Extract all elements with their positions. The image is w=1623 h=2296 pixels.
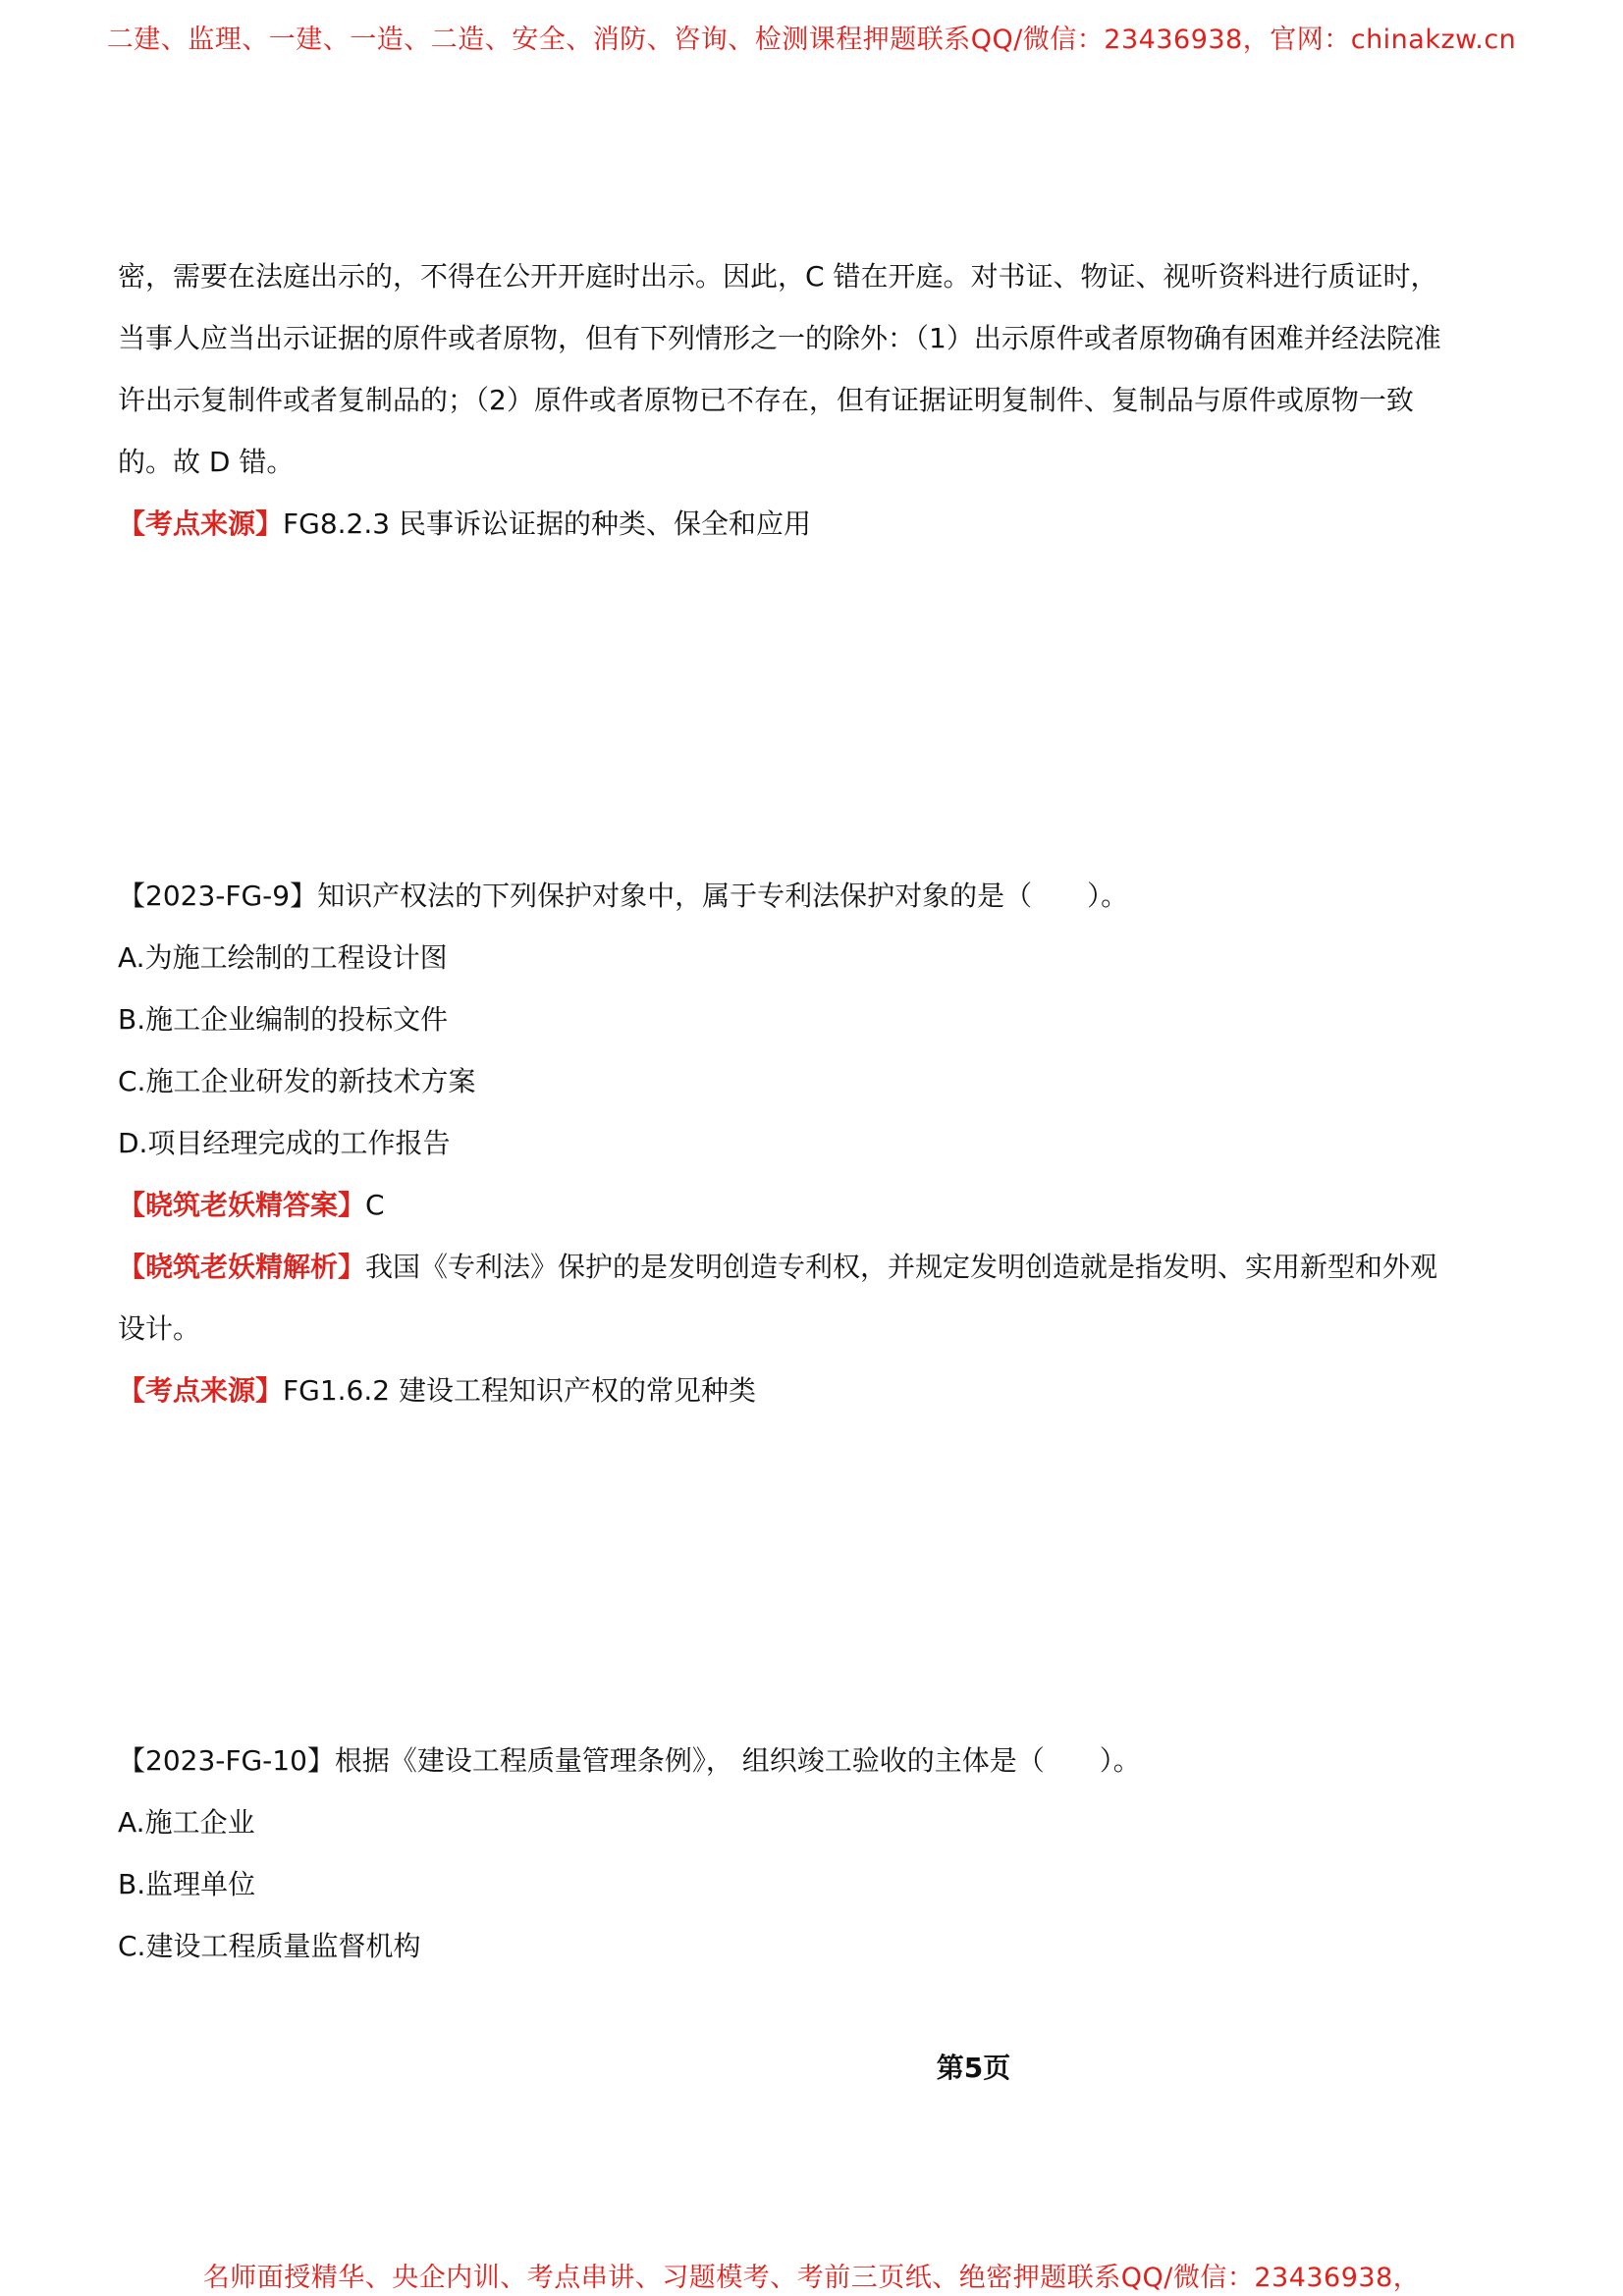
question-stem: 【2023-FG-9】知识产权法的下列保护对象中，属于专利法保护对象的是（ ）。 [118,880,1129,912]
analysis-text: 我国《专利法》保护的是发明创造专利权，并规定发明创造就是指发明、实用新型和外观 [365,1251,1438,1283]
continuation-line: 许出示复制件或者复制品的；（2）原件或者原物已不存在，但有证据证明复制件、复制品与原件或原物一致 [118,384,1414,416]
source-text: FG8.2.3 民事诉讼证据的种类、保全和应用 [283,507,811,540]
option-c: C.施工企业研发的新技术方案 [118,1065,476,1097]
option-a: A.施工企业 [118,1806,255,1839]
analysis-line [118,1248,1512,1287]
option-c: C.建设工程质量监督机构 [118,1930,421,1962]
continuation-line: 密，需要在法庭出示的，不得在公开开庭时出示。因此，C 错在开庭。对书证、物证、视听资料进行质证时， [118,260,1438,293]
continuation-line: 当事人应当出示证据的原件或者原物，但有下列情形之一的除外：（1）出示原件或者原物确有困难并经法院准 [118,322,1441,354]
page-number: 第5页 [936,2052,1011,2084]
answer-value: C [365,1189,385,1221]
analysis-tag: 【晓筑老妖精解析】 [118,1251,366,1283]
option-d: D.项目经理完成的工作报告 [118,1127,451,1159]
question-stem: 【2023-FG-10】根据《建设工程质量管理条例》， 组织竣工验收的主体是（ ）。 [118,1744,1141,1777]
option-b: B.监理单位 [118,1868,256,1900]
option-b: B.施工企业编制的投标文件 [118,1003,449,1036]
source-text: FG1.6.2 建设工程知识产权的常见种类 [283,1374,756,1407]
answer-tag: 【晓筑老妖精答案】 [118,1189,366,1221]
source-line [118,1371,1512,1411]
answer-line [118,1186,1512,1225]
continuation-line: 的。故 D 错。 [118,446,295,478]
source-line [118,505,1512,544]
option-a: A.为施工绘制的工程设计图 [118,941,448,974]
source-tag: 【考点来源】 [118,1374,284,1407]
source-tag: 【考点来源】 [118,507,284,540]
footer-banner: 名师面授精华、央企内训、考点串讲、习题模考、考前三页纸、绝密押题联系QQ/微信：23436938， [202,2263,1421,2293]
header-banner: 二建、监理、一建、一造、二造、安全、消防、咨询、检测课程押题联系QQ/微信：23436938，官网：chinakzw.cn [106,25,1517,55]
analysis-continuation: 设计。 [118,1312,201,1345]
